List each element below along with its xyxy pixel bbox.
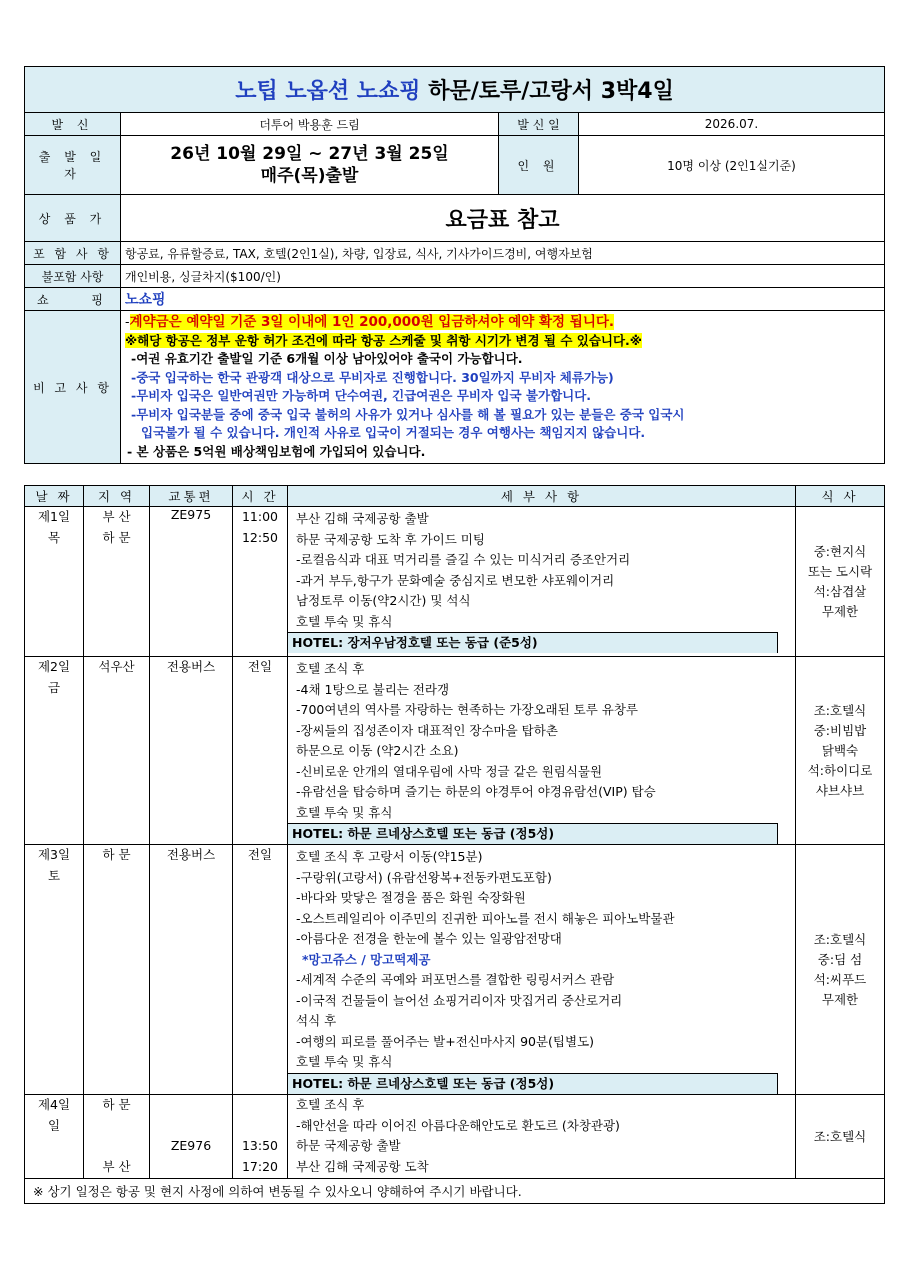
day-3-date: 제3일 토 <box>25 845 84 1095</box>
day-row-4 <box>25 1095 885 1179</box>
detail-line: -700여년의 역사를 자랑하는 현족하는 가장오래된 토루 유창루 <box>296 702 639 717</box>
day-3-region: 하 문 <box>84 845 150 1095</box>
notes-block <box>121 311 885 464</box>
included-label: 포 함 사 항 <box>25 242 121 265</box>
header-time: 시 간 <box>233 486 288 507</box>
title-no-tip: 노팁 노옵션 노쇼핑 <box>235 79 421 104</box>
day-3-meals: 조:호텔식 중:딤 섬 석:씨푸드 무제한 <box>796 845 885 1095</box>
day-4-transport: ZE976 <box>150 1095 233 1179</box>
detail-line: -여행의 피로를 풀어주는 발+전신마사지 90분(팁별도) <box>296 1033 595 1049</box>
day-4-time: 13:50 17:20 <box>233 1095 288 1179</box>
day-3-transport: 전용버스 <box>150 845 233 1095</box>
detail-line: -유람선을 탑승하며 즐기는 하문의 야경투어 야경유람선(VIP) 탑승 <box>296 784 656 799</box>
sender-label: 발 신 <box>25 113 121 136</box>
note-passport: -여권 유효기간 출발일 기준 6개월 이상 남아있어야 출국이 가능합니다. <box>131 351 523 366</box>
day-1-hotel: HOTEL: 장저우남정호텔 또는 동급 (준5성) <box>288 632 778 653</box>
detail-line: 남정토루 이동(약2시간) 및 석식 <box>296 593 471 608</box>
detail-line: -구랑위(고랑서) (유람선왕복+전동카편도포함) <box>296 869 552 885</box>
day-4-region: 하 문 부 산 <box>84 1095 150 1179</box>
day-1-meals: 중:현지식 또는 도시락 석:삼겹살 무제한 <box>796 507 885 657</box>
day-1-details <box>288 507 796 657</box>
detail-line: 부산 김해 국제공항 도착 <box>296 1158 429 1174</box>
day-2-date: 제2일 금 <box>25 657 84 845</box>
note-flight-change: ※해당 항공은 정부 운항 허가 조건에 따라 항공 스케줄 및 취항 시기가 변경 될 수 있습니다.※ <box>125 332 642 348</box>
day-1-time: 11:00 12:50 <box>233 507 288 657</box>
detail-line: 부산 김해 국제공항 출발 <box>296 511 429 526</box>
people-value: 10명 이상 (2인1실기준) <box>579 136 885 195</box>
detail-line: 호텔 조식 후 고랑서 이동(약15분) <box>296 849 483 864</box>
notes-label: 비 고 사 항 <box>25 311 121 464</box>
shopping-value: 노쇼핑 <box>121 288 885 311</box>
day-row-1 <box>25 507 885 657</box>
note-entry-refusal-2: 입국불가 될 수 있습니다. 개인적 사유로 입국이 거절되는 경우 여행사는 책임지지 않습니다. <box>141 425 646 440</box>
detail-line: -해안선을 따라 이어진 아름다운해안도로 환도르 (차창관광) <box>296 1117 620 1133</box>
day-2-hotel: HOTEL: 하문 르네상스호텔 또는 동급 (정5성) <box>288 823 778 844</box>
depart-dates <box>121 136 499 195</box>
detail-line: 하문으로 이동 (약2시간 소요) <box>296 743 459 758</box>
excluded-value: 개인비용, 싱글차지($100/인) <box>121 265 885 288</box>
day-4-details <box>288 1095 796 1179</box>
detail-line: -오스트레일리아 이주민의 진귀한 피아노를 전시 해놓은 피아노박물관 <box>296 910 675 926</box>
day-row-2 <box>25 657 885 845</box>
day-2-transport: 전용버스 <box>150 657 233 845</box>
header-transport: 교통편 <box>150 486 233 507</box>
day-3-details <box>288 845 796 1095</box>
detail-line: -장씨들의 집성존이자 대표적인 장수마을 탑하촌 <box>296 722 558 738</box>
day-4-meals: 조:호텔식 <box>796 1095 885 1179</box>
day-1-transport: ZE975 <box>150 507 233 657</box>
detail-line: 하문 국제공항 도착 후 가이드 미팅 <box>296 531 485 547</box>
send-date-value: 2026.07. <box>579 113 885 136</box>
day-2-meals: 조:호텔식 중:비빔밥 닭백숙 석:하이디로 샤브샤브 <box>796 657 885 845</box>
sender-value: 더투어 박용훈 드림 <box>121 113 499 136</box>
note-entry-refusal-1: -무비자 입국분들 중에 중국 입국 불허의 사유가 있거나 심사를 해 볼 필요가 있는 분들은 중국 입국시 <box>131 406 685 422</box>
detail-line: -신비로운 안개의 열대우림에 사막 정글 같은 원림식물원 <box>296 763 603 779</box>
detail-line: -이국적 건물들이 늘어선 쇼핑거리이자 맛집거리 중산로거리 <box>296 992 623 1008</box>
detail-line: 호텔 투숙 및 휴식 <box>296 1054 393 1069</box>
title-route: 하문/토루/고랑서 3박4일 <box>428 79 674 104</box>
detail-line: -4채 1탕으로 불리는 전라갱 <box>296 681 450 697</box>
detail-line: 호텔 조식 후 <box>296 661 365 676</box>
itinerary-footnote: ※ 상기 일정은 항공 및 현지 사정에 의하여 변동될 수 있사오니 양해하여 주시기 바랍니다. <box>25 1179 885 1204</box>
note-insurance: - 본 상품은 5억원 배상책임보험에 가입되어 있습니다. <box>127 443 426 459</box>
detail-line: -바다와 맞닿은 절경을 품은 화원 숙장화원 <box>296 890 526 905</box>
day-2-details <box>288 657 796 845</box>
note-deposit: -계약금은 예약일 기준 3일 이내에 1인 200,000원 입금하셔야 예약 확정 됩니다. <box>125 314 615 330</box>
day-2-time: 전일 <box>233 657 288 845</box>
detail-line: 하문 국제공항 출발 <box>296 1138 401 1153</box>
day-3-hotel: HOTEL: 하문 르네상스호텔 또는 동급 (정5성) <box>288 1073 778 1094</box>
detail-line: 석식 후 <box>296 1013 337 1028</box>
detail-line: 호텔 투숙 및 휴식 <box>296 804 393 820</box>
price-label: 상 품 가 <box>25 195 121 242</box>
header-region: 지 역 <box>84 486 150 507</box>
detail-line: -과거 부두,항구가 문화예술 중심지로 변모한 샤포웨이거리 <box>296 572 615 588</box>
depart-weekly: 매주(목)출발 <box>260 166 359 186</box>
header-details: 세 부 사 항 <box>288 486 796 507</box>
excluded-label: 불포함 사항 <box>25 265 121 288</box>
day-row-3 <box>25 845 885 1095</box>
detail-line: -세계적 수준의 곡예와 퍼포먼스를 결합한 링링서커스 관람 <box>296 972 615 987</box>
depart-range: 26년 10월 29일 ~ 27년 3월 25일 <box>170 144 449 164</box>
day-4-date: 제4일 일 <box>25 1095 84 1179</box>
header-meals: 식 사 <box>796 486 885 507</box>
people-label: 인 원 <box>499 136 579 195</box>
day-1-date: 제1일 목 <box>25 507 84 657</box>
detail-line: 호텔 투숙 및 휴식 <box>296 613 393 629</box>
trip-info-table <box>24 66 885 464</box>
depart-label: 출 발 일 자 <box>25 136 121 195</box>
itinerary-table <box>24 485 885 1204</box>
header-date: 날 짜 <box>25 486 84 507</box>
page-title <box>25 67 885 113</box>
itinerary-header-row <box>25 486 885 507</box>
note-visa-free: -중국 입국하는 한국 관광객 대상으로 무비자로 진행합니다. 30일까지 무비자 체류가능) <box>131 369 614 385</box>
detail-line: -아름다운 전경을 한눈에 볼수 있는 일광암전망대 <box>296 931 562 946</box>
detail-line: -로컬음식과 대표 먹거리를 즐길 수 있는 미식거리 증조안거리 <box>296 552 631 567</box>
detail-line-mango: *망고쥬스 / 망고떡제공 <box>302 951 431 967</box>
day-3-time: 전일 <box>233 845 288 1095</box>
day-2-region: 석우산 <box>84 657 150 845</box>
price-value: 요금표 참고 <box>121 195 885 242</box>
included-value: 항공료, 유류할증료, TAX, 호텔(2인1실), 차량, 입장료, 식사, 기사가이드경비, 여행자보험 <box>121 242 885 265</box>
send-date-label: 발 신 일 <box>499 113 579 136</box>
detail-line: 호텔 조식 후 <box>296 1097 365 1112</box>
shopping-label: 쇼 핑 <box>25 288 121 311</box>
note-visa-passport: -무비자 입국은 일반여권만 가능하며 단수여권, 긴급여권은 무비자 입국 불가합니다. <box>131 388 592 403</box>
day-1-region: 부 산 하 문 <box>84 507 150 657</box>
